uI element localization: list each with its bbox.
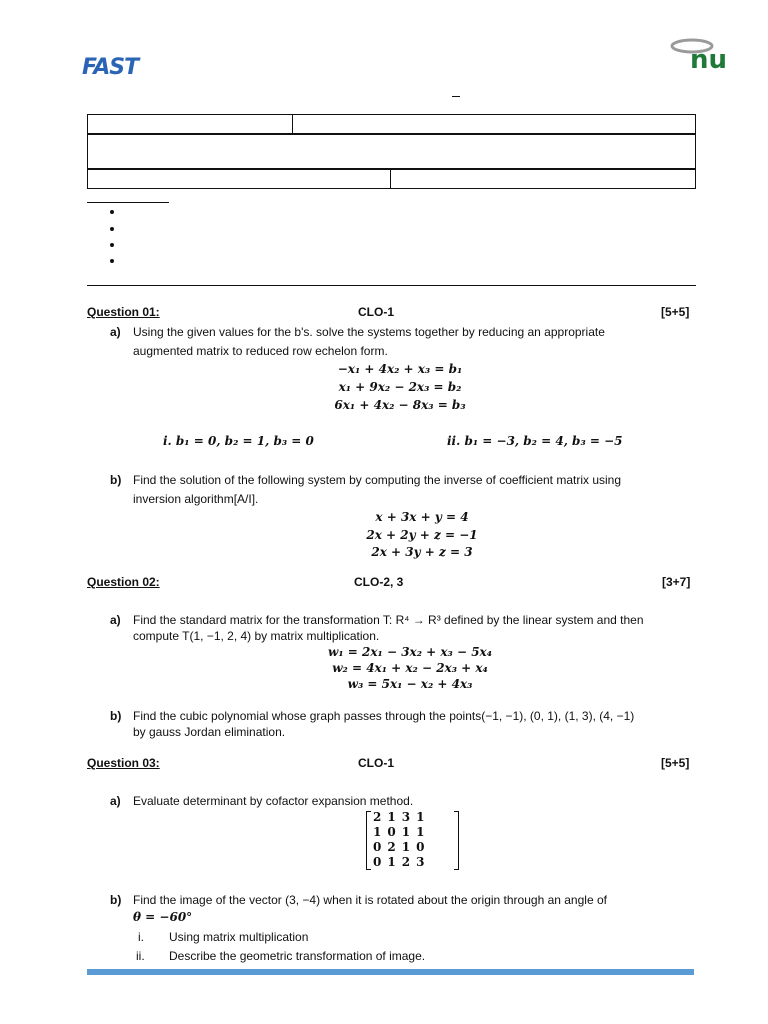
matrix-cell: 1 — [373, 825, 382, 839]
q3-sub-i-label: i. — [138, 930, 144, 944]
q1-eq-2: x₁ + 9x₂ − 2x₃ = b₂ — [338, 380, 462, 394]
footer-bar — [87, 969, 694, 975]
q2-a-text-2: compute T(1, −1, 2, 4) by matrix multiplication. — [133, 629, 380, 643]
title-dash — [452, 96, 460, 97]
q2-eq-3: w₃ = 5x₁ − x₂ + 4x₃ — [347, 677, 473, 691]
matrix-row — [373, 825, 430, 840]
q1-case-ii: ii. b₁ = −3, b₂ = 4, b₃ = −5 — [447, 434, 623, 448]
nu-logo-text: nu — [690, 45, 728, 74]
q3-a-text: Evaluate determinant by cofactor expansion method. — [133, 794, 414, 808]
matrix-cell: 1 — [416, 825, 425, 839]
q1-b-eq-3: 2x + 3y + z = 3 — [371, 545, 473, 559]
q3-sub-ii-text: Describe the geometric transformation of image. — [169, 949, 426, 963]
q3-title: Question 03: — [87, 756, 160, 770]
matrix-cell: 0 — [416, 840, 425, 854]
q2-a-text-1: Find the standard matrix for the transformation T: R⁴ → R³ defined by the linear system and then — [133, 613, 644, 627]
matrix-cell: 2 — [387, 840, 396, 854]
q3-marks: [5+5] — [661, 756, 690, 770]
matrix-cell: 0 — [373, 840, 382, 854]
q1-b-text-1: Find the solution of the following system by computing the inverse of coefficient matrix using — [133, 473, 622, 487]
q2-a-label: a) — [110, 613, 121, 627]
matrix-cell: 2 — [373, 810, 382, 824]
q2-b-label: b) — [110, 709, 122, 723]
matrix-row — [373, 810, 430, 825]
info-row-1 — [87, 114, 696, 135]
q1-title: Question 01: — [87, 305, 160, 319]
matrix-cell: 1 — [416, 810, 425, 824]
bullet-4 — [110, 259, 114, 263]
q3-sub-i-text: Using matrix multiplication — [169, 930, 309, 944]
q1-clo: CLO-1 — [358, 305, 394, 319]
q3-b-label: b) — [110, 893, 122, 907]
info-row-3-divider — [390, 168, 391, 189]
q1-b-label: b) — [110, 473, 122, 487]
q1-a-label: a) — [110, 325, 121, 339]
info-row-1-divider — [292, 114, 293, 135]
matrix-cell: 0 — [373, 855, 382, 869]
q1-b-text-2: inversion algorithm[A/I]. — [133, 492, 259, 506]
nu-logo — [668, 34, 734, 74]
q3-b-text-1: Find the image of the vector (3, −4) when it is rotated about the origin through an angle of — [133, 893, 607, 907]
q1-eq-1: −x₁ + 4x₂ + x₃ = b₁ — [337, 362, 463, 376]
matrix-row — [373, 855, 430, 870]
section-divider — [87, 285, 696, 286]
matrix-grid — [373, 810, 430, 870]
q2-b-text-2: by gauss Jordan elimination. — [133, 725, 286, 739]
matrix-cell: 1 — [401, 825, 411, 839]
q3-b-angle: θ = −60° — [133, 910, 193, 924]
matrix-row — [373, 840, 430, 855]
q3-a-label: a) — [110, 794, 121, 808]
q1-b-eq-1: x + 3x + y = 4 — [375, 510, 469, 524]
q2-eq-2: w₂ = 4x₁ + x₂ − 2x₃ + x₄ — [332, 661, 488, 675]
matrix-cell: 0 — [387, 825, 396, 839]
bullet-3 — [110, 243, 114, 247]
q1-a-text-1: Using the given values for the b's. solve the systems together by reducing an appropriate — [133, 325, 605, 339]
matrix-left-bracket — [366, 811, 371, 870]
instructions-underline — [87, 202, 169, 203]
q2-b-text-1: Find the cubic polynomial whose graph passes through the points(−1, −1), (0, 1), (1, 3), (4, −1) — [133, 709, 635, 723]
fast-logo: FAST — [82, 55, 139, 80]
matrix-cell: 3 — [416, 855, 425, 869]
bullet-2 — [110, 227, 114, 231]
q3-sub-ii-label: ii. — [136, 949, 145, 963]
determinant-matrix — [366, 810, 460, 870]
q2-clo: CLO-2, 3 — [354, 575, 404, 589]
matrix-right-bracket — [454, 811, 459, 870]
matrix-cell: 2 — [401, 855, 411, 869]
info-row-3 — [87, 168, 696, 189]
info-row-2 — [87, 133, 696, 170]
q1-a-text-2: augmented matrix to reduced row echelon form. — [133, 344, 388, 358]
q1-b-eq-2: 2x + 2y + z = −1 — [366, 528, 478, 542]
q3-clo: CLO-1 — [358, 756, 394, 770]
q2-title: Question 02: — [87, 575, 160, 589]
q1-eq-3: 6x₁ + 4x₂ − 8x₃ = b₃ — [334, 398, 466, 412]
q2-eq-1: w₁ = 2x₁ − 3x₂ + x₃ − 5x₄ — [328, 645, 492, 659]
bullet-1 — [110, 210, 114, 214]
matrix-cell: 1 — [401, 840, 411, 854]
q1-marks: [5+5] — [661, 305, 690, 319]
matrix-cell: 1 — [387, 855, 396, 869]
q1-case-i: i. b₁ = 0, b₂ = 1, b₃ = 0 — [163, 434, 314, 448]
q2-marks: [3+7] — [662, 575, 691, 589]
matrix-cell: 1 — [387, 810, 396, 824]
matrix-cell: 3 — [401, 810, 411, 824]
